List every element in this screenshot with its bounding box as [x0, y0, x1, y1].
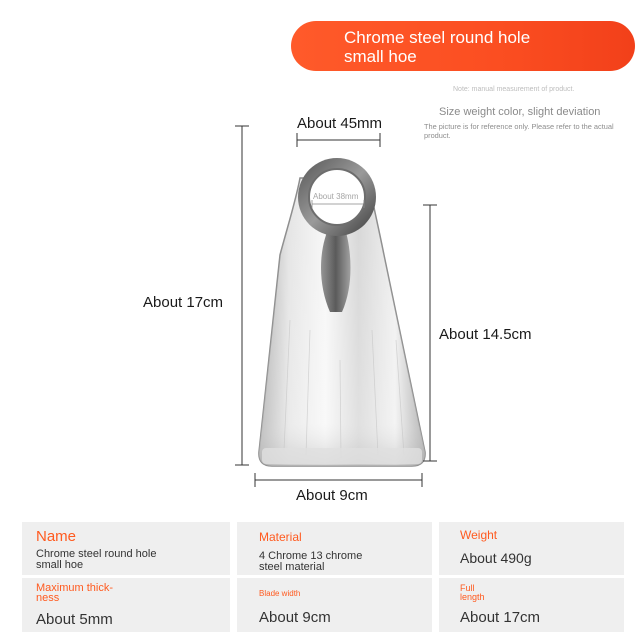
spec-cell-weight [439, 522, 624, 575]
reference-note: The picture is for reference only. Please refer to the actual product. [424, 122, 614, 140]
banner-title-line-2: small hoe [344, 47, 417, 66]
spec-thickness-label-line-2: ness [36, 592, 60, 604]
spec-thickness-label [36, 583, 113, 603]
spec-material-value-line-2: steel material [259, 561, 325, 573]
spec-name-value-line-2: small hoe [36, 559, 84, 571]
spec-blade-value: About 9cm [259, 609, 331, 626]
spec-thickness-value: About 5mm [36, 611, 113, 628]
spec-material-label: Material [259, 530, 302, 544]
total-height-label: About 17cm [143, 294, 224, 311]
spec-length-label-line-2: length [460, 592, 485, 602]
spec-cell-name [22, 522, 230, 575]
spec-length-label [460, 584, 485, 602]
deviation-note: Size weight color, slight deviation [439, 106, 601, 118]
spec-length-value: About 17cm [460, 609, 541, 626]
hoe-neck [321, 225, 351, 312]
spec-name-value-line-1: Chrome steel round hole [36, 548, 157, 560]
bottom-width-label: About 9cm [296, 487, 368, 504]
spec-name-label: Name [36, 528, 77, 545]
hole-diameter-label: About 38mm [313, 192, 359, 201]
spec-cell-material [237, 522, 432, 575]
spec-cell-length [439, 578, 624, 632]
spec-weight-value: About 490g [460, 550, 532, 566]
spec-material-value [259, 551, 362, 573]
spec-cell-thickness [22, 578, 230, 632]
blade-height-label: About 14.5cm [439, 326, 532, 343]
top-width-label: About 45mm [297, 115, 383, 132]
spec-thickness-label-line-1: Maximum thick- [36, 582, 114, 594]
measurement-note: Note: manual measurement of product. [453, 86, 575, 93]
spec-cell-blade-width [237, 578, 432, 632]
banner-title-line-1: Chrome steel round hole [344, 28, 531, 47]
spec-length-label-line-1: Full [460, 583, 475, 593]
spec-blade-label: Blade width [259, 589, 301, 598]
spec-weight-label: Weight [460, 528, 498, 542]
spec-material-value-line-1: 4 Chrome 13 chrome [259, 550, 363, 562]
spec-name-value [36, 549, 156, 571]
